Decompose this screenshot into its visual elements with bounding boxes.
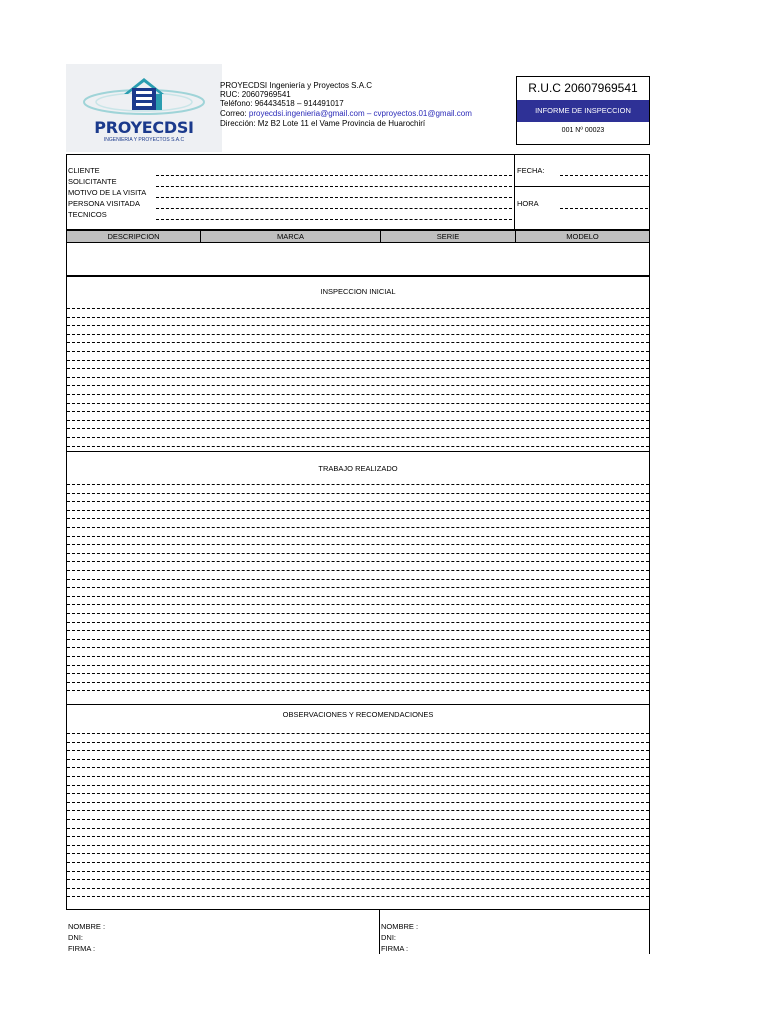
ruc-title: R.U.C 20607969541	[528, 81, 638, 95]
email-label: Correo:	[220, 109, 247, 118]
writing-line[interactable]	[67, 308, 649, 309]
writing-line[interactable]	[67, 518, 649, 519]
writing-line[interactable]	[67, 501, 649, 502]
writing-line[interactable]	[67, 587, 649, 588]
writing-line[interactable]	[67, 879, 649, 880]
company-logo	[66, 64, 222, 152]
writing-line[interactable]	[67, 420, 649, 421]
writing-line[interactable]	[67, 828, 649, 829]
report-number: 001 Nº 00023	[561, 127, 605, 134]
writing-line[interactable]	[67, 888, 649, 889]
writing-line[interactable]	[67, 570, 649, 571]
solicitante-field[interactable]	[156, 186, 512, 187]
report-body	[66, 276, 650, 910]
signature-left	[68, 921, 105, 954]
writing-line[interactable]	[67, 819, 649, 820]
writing-line[interactable]	[67, 604, 649, 605]
writing-line[interactable]	[67, 385, 649, 386]
writing-line[interactable]	[67, 527, 649, 528]
company-email	[220, 109, 472, 119]
ruc-box	[516, 76, 650, 145]
label-hora: HORA	[517, 199, 539, 208]
sig-left-dni: DNI:	[68, 933, 83, 942]
writing-line[interactable]	[67, 896, 649, 897]
writing-line[interactable]	[67, 647, 649, 648]
writing-line[interactable]	[67, 630, 649, 631]
label-tecnicos: TECNICOS	[68, 210, 107, 219]
writing-line[interactable]	[67, 742, 649, 743]
writing-line[interactable]	[67, 317, 649, 318]
sig-right-nombre: NOMBRE :	[381, 922, 419, 931]
writing-line[interactable]	[67, 334, 649, 335]
motivo-field[interactable]	[156, 197, 512, 198]
writing-line[interactable]	[67, 510, 649, 511]
section-trabajo-realizado: TRABAJO REALIZADO	[318, 464, 398, 473]
writing-line[interactable]	[67, 810, 649, 811]
label-fecha: FECHA:	[517, 166, 545, 175]
report-type-band: INFORME DE INSPECCION	[517, 100, 649, 122]
signature-right	[381, 921, 418, 954]
writing-line[interactable]	[67, 368, 649, 369]
sig-right-dni: DNI:	[381, 933, 396, 942]
fecha-field[interactable]	[560, 175, 648, 176]
writing-line[interactable]	[67, 673, 649, 674]
writing-line[interactable]	[67, 342, 649, 343]
col-descripcion: DESCRIPCION	[67, 231, 201, 242]
writing-line[interactable]	[67, 553, 649, 554]
writing-line[interactable]	[67, 871, 649, 872]
company-address: Dirección: Mz B2 Lote 11 el Vame Provincia de Huarochirí	[220, 119, 426, 128]
writing-line[interactable]	[67, 682, 649, 683]
label-persona-visitada: PERSONA VISITADA	[68, 199, 140, 208]
writing-line[interactable]	[67, 656, 649, 657]
col-serie: SERIE	[381, 231, 516, 242]
writing-line[interactable]	[67, 411, 649, 412]
company-name: PROYECDSI Ingeniería y Proyectos S.A.C	[220, 81, 373, 90]
logo-tagline: INGENIERIA Y PROYECTOS S.A.C	[103, 137, 185, 143]
writing-line[interactable]	[67, 793, 649, 794]
col-marca: MARCA	[201, 231, 381, 242]
section-inspeccion-inicial: INSPECCION INICIAL	[320, 287, 396, 296]
writing-line[interactable]	[67, 579, 649, 580]
writing-line[interactable]	[67, 802, 649, 803]
writing-line[interactable]	[67, 493, 649, 494]
label-motivo: MOTIVO DE LA VISITA	[68, 188, 147, 197]
writing-line[interactable]	[67, 394, 649, 395]
writing-line[interactable]	[67, 845, 649, 846]
writing-line[interactable]	[67, 544, 649, 545]
writing-line[interactable]	[67, 536, 649, 537]
persona-field[interactable]	[156, 208, 512, 209]
label-solicitante: SOLICITANTE	[68, 177, 117, 186]
section-observaciones: OBSERVACIONES Y RECOMENDACIONES	[282, 710, 434, 719]
writing-line[interactable]	[67, 639, 649, 640]
writing-line[interactable]	[67, 767, 649, 768]
writing-line[interactable]	[67, 325, 649, 326]
writing-line[interactable]	[67, 561, 649, 562]
writing-line[interactable]	[67, 836, 649, 837]
writing-line[interactable]	[67, 785, 649, 786]
writing-line[interactable]	[67, 437, 649, 438]
writing-line[interactable]	[67, 596, 649, 597]
cliente-field[interactable]	[156, 175, 512, 176]
writing-line[interactable]	[67, 360, 649, 361]
writing-line[interactable]	[67, 853, 649, 854]
company-phone: Teléfono: 964434518 – 914491017	[220, 99, 344, 108]
writing-line[interactable]	[67, 759, 649, 760]
hora-field[interactable]	[560, 208, 648, 209]
col-modelo: MODELO	[516, 231, 649, 242]
writing-line[interactable]	[67, 750, 649, 751]
writing-line[interactable]	[67, 446, 649, 447]
equipment-table-header	[67, 231, 649, 243]
tecnicos-field[interactable]	[156, 219, 512, 220]
writing-line[interactable]	[67, 733, 649, 734]
email-link[interactable]: proyecdsi.ingenieria@gmail.com – cvproyectos.01@gmail.com	[248, 109, 472, 118]
writing-line[interactable]	[67, 776, 649, 777]
writing-line[interactable]	[67, 690, 649, 691]
sig-right-firma: FIRMA :	[381, 944, 409, 953]
writing-line[interactable]	[67, 377, 649, 378]
building-logo-icon	[66, 64, 222, 120]
label-cliente: CLIENTE	[68, 166, 100, 175]
writing-line[interactable]	[67, 862, 649, 863]
writing-line[interactable]	[67, 403, 649, 404]
writing-line[interactable]	[67, 665, 649, 666]
writing-line[interactable]	[67, 484, 649, 485]
writing-line[interactable]	[67, 351, 649, 352]
sig-left-nombre: NOMBRE :	[68, 922, 106, 931]
writing-line[interactable]	[67, 622, 649, 623]
company-ruc: RUC: 20607969541	[220, 90, 291, 99]
sig-left-firma: FIRMA :	[68, 944, 96, 953]
logo-name: PROYECDSI	[94, 118, 194, 137]
writing-line[interactable]	[67, 613, 649, 614]
writing-line[interactable]	[67, 428, 649, 429]
